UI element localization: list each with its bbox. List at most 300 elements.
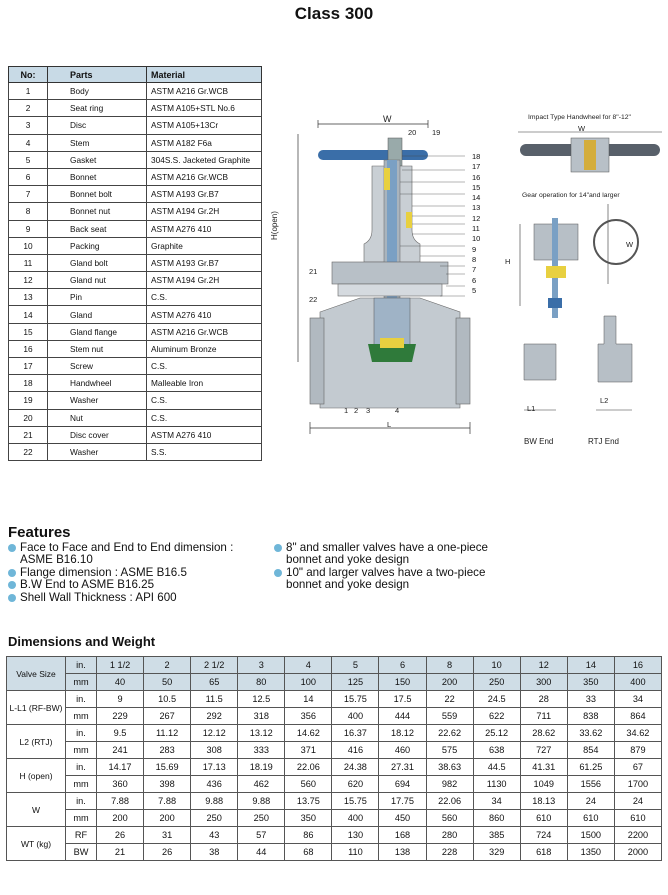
dim-value: 610 (520, 810, 567, 827)
dim-value: 44.5 (473, 759, 520, 776)
col-material: Material (147, 67, 262, 83)
part-number: 18 (9, 375, 48, 392)
dim-value: 26 (97, 827, 144, 844)
dim-value: 28 (520, 691, 567, 708)
dim-value: 9.88 (238, 793, 285, 810)
part-name: Stem (48, 134, 147, 151)
size-mm: 50 (144, 674, 191, 691)
gear-caption: Gear operation for 14"and larger (522, 192, 620, 199)
dim-value: 43 (191, 827, 238, 844)
part-material: ASTM A276 410 (147, 426, 262, 443)
dim-w-label: W (383, 114, 392, 124)
size-in: 10 (473, 657, 520, 674)
feature-item (274, 542, 544, 567)
dim-value: 11.5 (191, 691, 238, 708)
dim-value: 57 (238, 827, 285, 844)
part-name: Packing (48, 237, 147, 254)
parts-table-row (9, 409, 262, 426)
callout-right: 6 (472, 275, 477, 285)
part-material: ASTM A193 Gr.B7 (147, 186, 262, 203)
callout-right: 10 (472, 234, 481, 244)
part-name: Pin (48, 289, 147, 306)
col-no: No: (9, 67, 48, 83)
size-mm: 350 (567, 674, 614, 691)
dim-value: 318 (238, 708, 285, 725)
dim-value: 638 (473, 742, 520, 759)
part-material: Graphite (147, 237, 262, 254)
row-unit: BW (66, 844, 97, 861)
row-unit: mm (66, 776, 97, 793)
part-name: Gasket (48, 151, 147, 168)
feature-line: bonnet and yoke design (286, 578, 410, 592)
dim-value: 25.12 (473, 725, 520, 742)
size-mm: 400 (614, 674, 661, 691)
dim-value: 267 (144, 708, 191, 725)
part-material: ASTM A194 Gr.2H (147, 272, 262, 289)
dim-value: 24 (567, 793, 614, 810)
dim-value: 400 (332, 810, 379, 827)
parts-table-row (9, 392, 262, 409)
callout-bottom-4: 4 (395, 406, 400, 415)
dim-value: 1350 (567, 844, 614, 861)
feature-line: B.W End to ASME B16.25 (20, 578, 155, 592)
parts-table-row (9, 220, 262, 237)
dim-value: 228 (426, 844, 473, 861)
part-name: Gland bolt (48, 254, 147, 271)
dim-value: 727 (520, 742, 567, 759)
dims-row (7, 691, 662, 708)
dim-value: 1500 (567, 827, 614, 844)
dim-value: 13.75 (285, 793, 332, 810)
part-material: ASTM A216 Gr.WCB (147, 83, 262, 100)
row-unit: RF (66, 827, 97, 844)
parts-table-row (9, 237, 262, 254)
row-unit: in. (66, 793, 97, 810)
size-in: 14 (567, 657, 614, 674)
dim-value: 292 (191, 708, 238, 725)
page-title: Class 300 (294, 4, 374, 23)
size-in: 2 1/2 (191, 657, 238, 674)
dim-value: 360 (97, 776, 144, 793)
dim-value: 34.62 (614, 725, 661, 742)
dim-value: 168 (379, 827, 426, 844)
dim-value: 398 (144, 776, 191, 793)
parts-table-row (9, 323, 262, 340)
dim-value: 1556 (567, 776, 614, 793)
dim-h-label: H(open) (270, 211, 279, 240)
dim-value: 575 (426, 742, 473, 759)
dim-value: 130 (332, 827, 379, 844)
size-in: 8 (426, 657, 473, 674)
feature-line: Shell Wall Thickness : API 600 (20, 590, 177, 604)
dim-value: 622 (473, 708, 520, 725)
part-name: Back seat (48, 220, 147, 237)
dim-value: 18.13 (520, 793, 567, 810)
dim-value: 24 (614, 793, 661, 810)
parts-table-row (9, 272, 262, 289)
parts-table-row (9, 443, 262, 460)
dim-value: 559 (426, 708, 473, 725)
dim-value: 400 (332, 708, 379, 725)
parts-table-row (9, 340, 262, 357)
part-material: ASTM A105+STL No.6 (147, 100, 262, 117)
callout-right: 11 (472, 224, 480, 234)
dim-value: 724 (520, 827, 567, 844)
size-in: 2 (144, 657, 191, 674)
part-number: 14 (9, 306, 48, 323)
dim-value: 26 (144, 844, 191, 861)
callout-right: 5 (472, 285, 477, 295)
callout-right: 17 (472, 162, 481, 172)
dim-value: 22.06 (285, 759, 332, 776)
callout-bottom-2: 2 (354, 406, 359, 415)
dim-value: 618 (520, 844, 567, 861)
dim-value: 16.37 (332, 725, 379, 742)
dim-value: 2200 (614, 827, 661, 844)
dim-value: 982 (426, 776, 473, 793)
row-label: WT (kg) (7, 827, 66, 861)
part-material: ASTM A216 Gr.WCB (147, 323, 262, 340)
dimensions-heading: Dimensions and Weight (8, 634, 156, 649)
dim-value: 250 (191, 810, 238, 827)
dim-value: 436 (191, 776, 238, 793)
dim-value: 560 (426, 810, 473, 827)
dim-value: 12.12 (191, 725, 238, 742)
dim-value: 9.88 (191, 793, 238, 810)
parts-table-row (9, 168, 262, 185)
dim-value: 620 (332, 776, 379, 793)
dim-value: 24.38 (332, 759, 379, 776)
callout-bottom-3: 3 (366, 406, 371, 415)
size-in: 4 (285, 657, 332, 674)
parts-table-header (9, 67, 262, 83)
part-number: 22 (9, 443, 48, 460)
dims-row (7, 742, 662, 759)
size-in: 12 (520, 657, 567, 674)
part-material: Aluminum Bronze (147, 340, 262, 357)
dims-row (7, 725, 662, 742)
part-material: ASTM A193 Gr.B7 (147, 254, 262, 271)
callout-right: 16 (472, 172, 481, 182)
bw-l1-label: L1 (527, 404, 536, 413)
feature-item (8, 592, 278, 604)
part-material: ASTM A276 410 (147, 220, 262, 237)
part-name: Seat ring (48, 100, 147, 117)
dim-value: 371 (285, 742, 332, 759)
dim-value: 200 (144, 810, 191, 827)
part-number: 12 (9, 272, 48, 289)
dim-value: 13.12 (238, 725, 285, 742)
part-material: S.S. (147, 443, 262, 460)
part-name: Screw (48, 358, 147, 375)
feature-line: ASME B16.10 (20, 553, 93, 567)
row-label: L-L1 (RF-BW) (7, 691, 66, 725)
row-unit: mm (66, 742, 97, 759)
dim-value: 610 (614, 810, 661, 827)
dim-value: 416 (332, 742, 379, 759)
dim-value: 329 (473, 844, 520, 861)
part-name: Body (48, 83, 147, 100)
dim-value: 1130 (473, 776, 520, 793)
dims-header-row (7, 657, 662, 674)
parts-table-row (9, 306, 262, 323)
dimensions-table (6, 656, 662, 861)
dim-value: 38.63 (426, 759, 473, 776)
dim-value: 28.62 (520, 725, 567, 742)
part-number: 7 (9, 186, 48, 203)
part-name: Stem nut (48, 340, 147, 357)
part-number: 15 (9, 323, 48, 340)
dim-value: 694 (379, 776, 426, 793)
dim-value: 44 (238, 844, 285, 861)
dim-value: 10.5 (144, 691, 191, 708)
part-name: Bonnet nut (48, 203, 147, 220)
part-number: 3 (9, 117, 48, 134)
callout-right: 8 (472, 254, 477, 264)
dims-header-row (7, 674, 662, 691)
part-name: Washer (48, 392, 147, 409)
valve-size-label: Valve Size (7, 657, 66, 691)
size-mm: 100 (285, 674, 332, 691)
dim-value: 15.75 (332, 793, 379, 810)
row-unit: in. (66, 759, 97, 776)
dim-l-label: L (387, 420, 392, 429)
part-number: 20 (9, 409, 48, 426)
parts-table-row (9, 254, 262, 271)
part-number: 13 (9, 289, 48, 306)
part-name: Bonnet (48, 168, 147, 185)
size-in: 5 (332, 657, 379, 674)
part-material: C.S. (147, 358, 262, 375)
dim-value: 33 (567, 691, 614, 708)
parts-table-row (9, 83, 262, 100)
dim-value: 283 (144, 742, 191, 759)
dim-value: 450 (379, 810, 426, 827)
parts-table-row (9, 186, 262, 203)
feature-line: 8" and smaller valves have a one-piece (286, 541, 488, 554)
dim-value: 7.88 (144, 793, 191, 810)
parts-table-row (9, 289, 262, 306)
rtj-end-drawing (592, 314, 636, 414)
dim-value: 18.12 (379, 725, 426, 742)
features-right-list (274, 542, 544, 592)
rtj-caption: RTJ End (588, 437, 619, 446)
row-label: H (open) (7, 759, 66, 793)
dim-value: 17.75 (379, 793, 426, 810)
impact-w-label: W (578, 124, 586, 133)
dim-value: 711 (520, 708, 567, 725)
feature-line: Face to Face and End to End dimension : (20, 541, 234, 554)
dim-value: 14.62 (285, 725, 332, 742)
part-material: Malleable Iron (147, 375, 262, 392)
part-material: C.S. (147, 289, 262, 306)
size-mm: 125 (332, 674, 379, 691)
part-number: 17 (9, 358, 48, 375)
dim-value: 250 (238, 810, 285, 827)
features-left-list (8, 542, 278, 604)
dim-value: 838 (567, 708, 614, 725)
dim-value: 38 (191, 844, 238, 861)
part-number: 21 (9, 426, 48, 443)
size-mm: 80 (238, 674, 285, 691)
part-number: 4 (9, 134, 48, 151)
dims-row (7, 708, 662, 725)
dim-value: 11.12 (144, 725, 191, 742)
callout-right: 12 (472, 213, 481, 223)
row-unit: in. (66, 725, 97, 742)
parts-table-row (9, 426, 262, 443)
part-number: 10 (9, 237, 48, 254)
row-unit: mm (66, 810, 97, 827)
part-material: ASTM A182 F6a (147, 134, 262, 151)
dim-value: 12.5 (238, 691, 285, 708)
dim-value: 854 (567, 742, 614, 759)
dim-value: 462 (238, 776, 285, 793)
dim-value: 22.06 (426, 793, 473, 810)
part-material: ASTM A276 410 (147, 306, 262, 323)
part-number: 1 (9, 83, 48, 100)
part-name: Disc (48, 117, 147, 134)
dim-value: 15.69 (144, 759, 191, 776)
gear-w-label: W (626, 240, 634, 249)
dim-value: 24.5 (473, 691, 520, 708)
impact-handwheel-drawing (516, 130, 664, 180)
part-number: 6 (9, 168, 48, 185)
dim-value: 385 (473, 827, 520, 844)
part-number: 2 (9, 100, 48, 117)
dim-value: 21 (97, 844, 144, 861)
dims-row (7, 776, 662, 793)
dim-value: 7.88 (97, 793, 144, 810)
dim-value: 1700 (614, 776, 661, 793)
dim-value: 460 (379, 742, 426, 759)
feature-item (8, 542, 278, 567)
gear-h-label: H (505, 257, 511, 266)
part-name: Washer (48, 443, 147, 460)
callout-column-right (472, 152, 480, 296)
dim-value: 15.75 (332, 691, 379, 708)
feature-item (274, 567, 544, 592)
size-mm: 65 (191, 674, 238, 691)
dim-value: 560 (285, 776, 332, 793)
size-mm: 40 (97, 674, 144, 691)
part-number: 19 (9, 392, 48, 409)
feature-line: Flange dimension : ASME B16.5 (20, 565, 187, 579)
row-label: L2 (RTJ) (7, 725, 66, 759)
part-name: Bonnet bolt (48, 186, 147, 203)
row-unit: in. (66, 691, 97, 708)
part-name: Nut (48, 409, 147, 426)
size-in: 3 (238, 657, 285, 674)
feature-line: bonnet and yoke design (286, 553, 410, 567)
callout-bottom-1: 1 (344, 406, 349, 415)
parts-table-row (9, 151, 262, 168)
dim-value: 610 (567, 810, 614, 827)
dim-value: 17.13 (191, 759, 238, 776)
dim-value: 308 (191, 742, 238, 759)
dim-value: 34 (473, 793, 520, 810)
dim-value: 138 (379, 844, 426, 861)
callout-top-20: 20 (408, 128, 417, 137)
dim-value: 356 (285, 708, 332, 725)
dim-value: 86 (285, 827, 332, 844)
parts-table-row (9, 375, 262, 392)
dims-row (7, 827, 662, 844)
part-name: Handwheel (48, 375, 147, 392)
dims-row (7, 793, 662, 810)
dim-value: 229 (97, 708, 144, 725)
dim-value: 879 (614, 742, 661, 759)
dim-value: 34 (614, 691, 661, 708)
dim-value: 9 (97, 691, 144, 708)
dim-value: 14 (285, 691, 332, 708)
part-name: Gland (48, 306, 147, 323)
bw-caption: BW End (524, 437, 554, 446)
part-material: 304S.S. Jacketed Graphite (147, 151, 262, 168)
dim-value: 17.5 (379, 691, 426, 708)
parts-table-row (9, 100, 262, 117)
part-material: C.S. (147, 392, 262, 409)
dim-value: 41.31 (520, 759, 567, 776)
part-name: Gland flange (48, 323, 147, 340)
dim-value: 280 (426, 827, 473, 844)
feature-item (8, 579, 278, 591)
dim-value: 2000 (614, 844, 661, 861)
unit-in: in. (66, 657, 97, 674)
dim-value: 22.62 (426, 725, 473, 742)
dim-value: 1049 (520, 776, 567, 793)
dims-row (7, 844, 662, 861)
callout-right: 13 (472, 203, 481, 213)
part-material: C.S. (147, 409, 262, 426)
dim-value: 200 (97, 810, 144, 827)
dim-value: 67 (614, 759, 661, 776)
dim-value: 864 (614, 708, 661, 725)
dim-value: 333 (238, 742, 285, 759)
dim-value: 18.19 (238, 759, 285, 776)
part-name: Gland nut (48, 272, 147, 289)
parts-table-row (9, 117, 262, 134)
dim-value: 27.31 (379, 759, 426, 776)
size-mm: 250 (473, 674, 520, 691)
dim-value: 14.17 (97, 759, 144, 776)
dim-value: 860 (473, 810, 520, 827)
row-unit: mm (66, 708, 97, 725)
dim-value: 241 (97, 742, 144, 759)
part-number: 9 (9, 220, 48, 237)
parts-table-row (9, 358, 262, 375)
dim-value: 350 (285, 810, 332, 827)
part-number: 8 (9, 203, 48, 220)
part-number: 5 (9, 151, 48, 168)
callout-right: 18 (472, 152, 481, 161)
dim-value: 444 (379, 708, 426, 725)
part-material: ASTM A194 Gr.2H (147, 203, 262, 220)
parts-table (8, 66, 262, 461)
col-parts: Parts (48, 67, 147, 83)
features-heading: Features (8, 524, 71, 541)
impact-caption: Impact Type Handwheel for 8"-12" (528, 114, 631, 121)
row-label: W (7, 793, 66, 827)
part-name: Disc cover (48, 426, 147, 443)
callout-right: 9 (472, 244, 477, 254)
unit-mm: mm (66, 674, 97, 691)
size-in: 6 (379, 657, 426, 674)
callout-right: 14 (472, 193, 481, 203)
size-in: 1 1/2 (97, 657, 144, 674)
bw-end-drawing (520, 340, 560, 424)
parts-table-row (9, 134, 262, 151)
